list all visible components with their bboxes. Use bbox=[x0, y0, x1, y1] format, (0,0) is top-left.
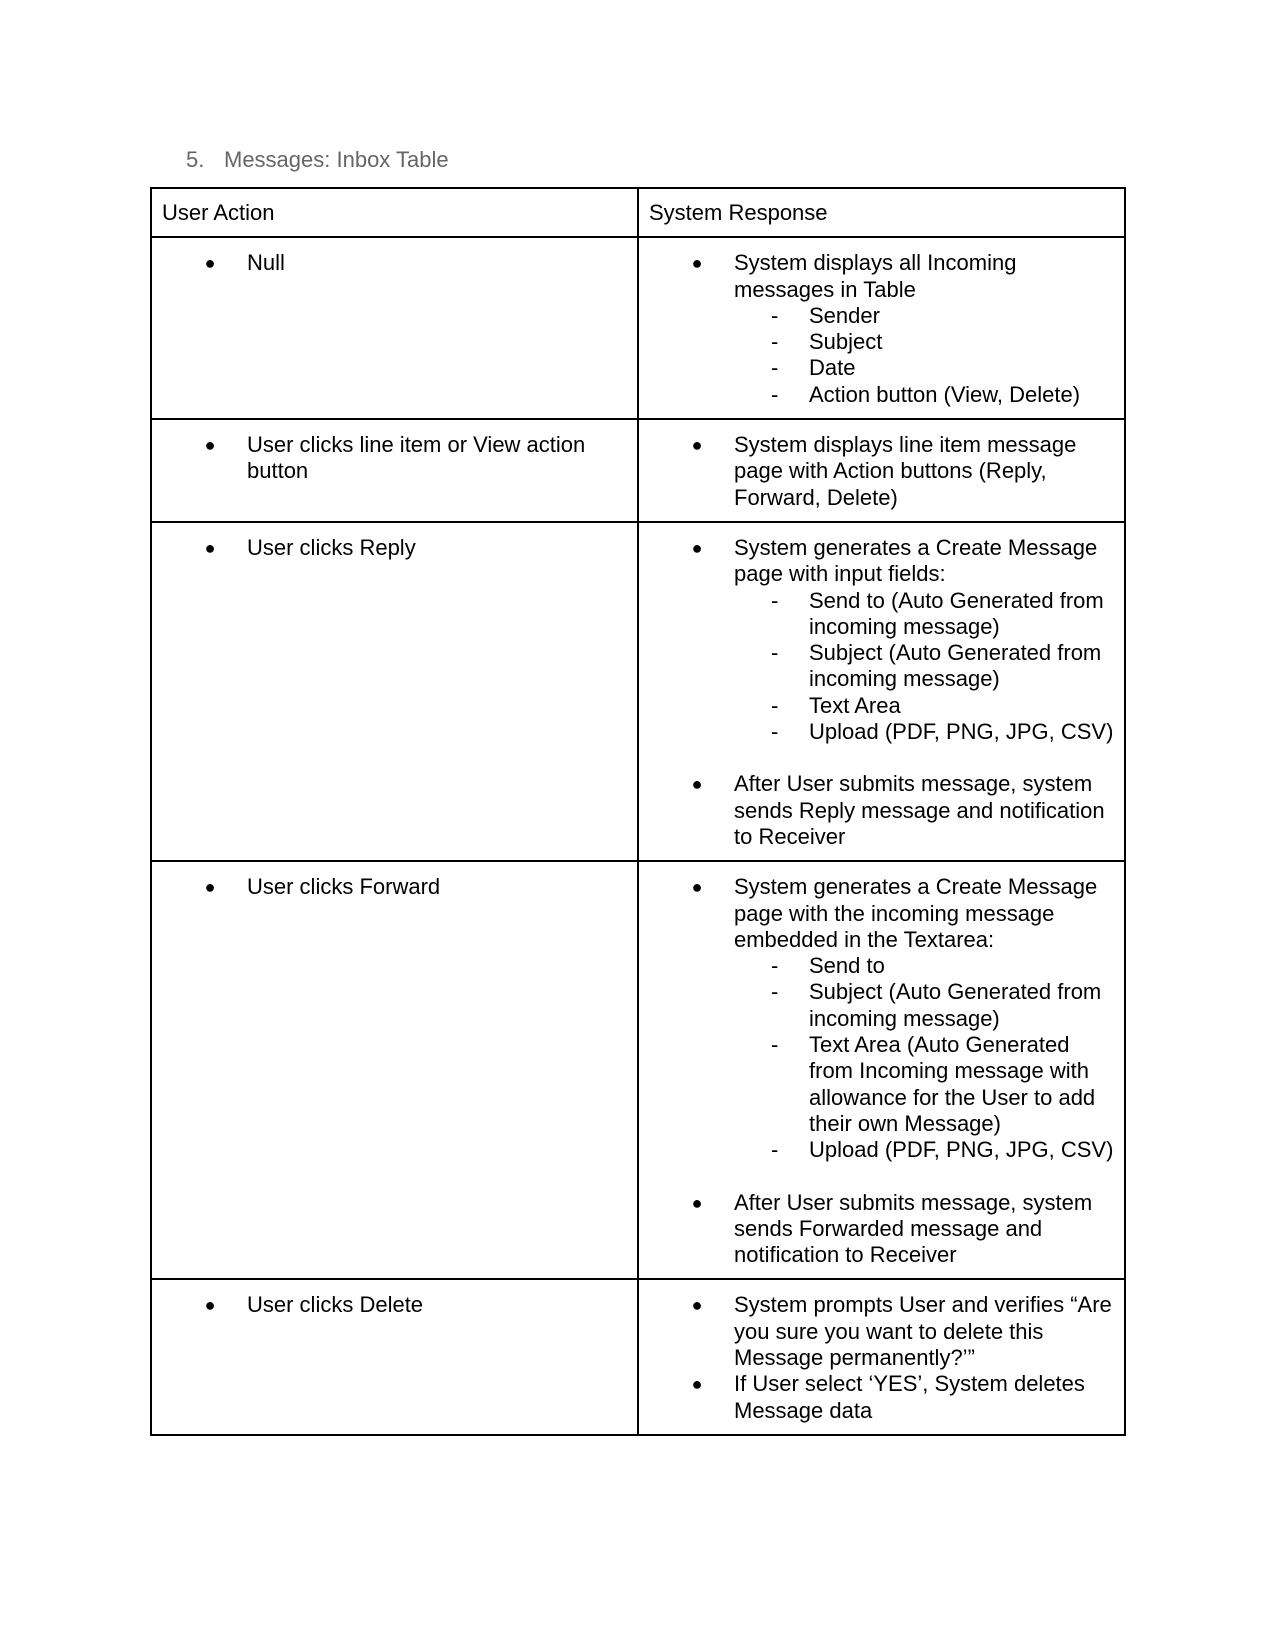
list-item bbox=[649, 771, 1114, 850]
bullet-icon: ● bbox=[204, 435, 216, 456]
dash-icon: - bbox=[771, 719, 779, 745]
list-item bbox=[649, 874, 1114, 1163]
sub-list-item: - Subject bbox=[771, 329, 883, 355]
list-item bbox=[162, 1292, 627, 1318]
response-text: System displays line item message page with Action buttons (Reply, Forward, Delete) bbox=[734, 432, 1077, 510]
bullet-icon: ● bbox=[204, 1295, 216, 1316]
table-row bbox=[151, 1279, 1125, 1434]
user-action-cell bbox=[151, 1279, 638, 1434]
header-system-response: System Response bbox=[638, 188, 1125, 237]
dash-icon: - bbox=[771, 355, 779, 381]
dash-icon: - bbox=[771, 381, 779, 407]
dash-icon: - bbox=[771, 1032, 779, 1058]
sub-list-item: - Upload (PDF, PNG, JPG, CSV) bbox=[771, 719, 1114, 745]
system-response-cell bbox=[638, 1279, 1125, 1434]
bullet-icon: ● bbox=[204, 537, 216, 558]
system-response-cell bbox=[638, 419, 1125, 522]
response-text: System generates a Create Message page with the incoming message embedded in the Textarea: bbox=[734, 874, 1098, 952]
list-item bbox=[649, 1371, 1114, 1424]
bullet-icon: ● bbox=[204, 253, 216, 274]
bullet-icon: ● bbox=[691, 435, 703, 456]
sub-list-item: - Date bbox=[771, 355, 856, 381]
response-text: After User submits message, system sends Reply message and notification to Receiver bbox=[734, 771, 1105, 849]
list-item bbox=[162, 250, 627, 276]
response-text: If User select ‘YES’, System deletes Message data bbox=[734, 1371, 1085, 1423]
user-action-cell bbox=[151, 419, 638, 522]
table-row bbox=[151, 522, 1125, 861]
dash-icon: - bbox=[771, 329, 779, 355]
response-text: System displays all Incoming messages in Table bbox=[734, 250, 1017, 302]
bullet-icon: ● bbox=[691, 774, 703, 795]
dash-icon: - bbox=[771, 1137, 779, 1163]
list-item bbox=[162, 535, 627, 561]
system-response-cell bbox=[638, 861, 1125, 1279]
bullet-icon: ● bbox=[691, 1374, 703, 1395]
bullet-icon: ● bbox=[204, 877, 216, 898]
list-item bbox=[649, 432, 1114, 511]
table-row bbox=[151, 861, 1125, 1279]
action-text: Null bbox=[247, 250, 285, 276]
sub-list-item: - Sender bbox=[771, 302, 880, 328]
user-action-cell bbox=[151, 237, 638, 419]
list-item bbox=[162, 874, 627, 900]
sub-list-item: - Action button (View, Delete) bbox=[771, 381, 1081, 407]
bullet-icon: ● bbox=[691, 537, 703, 558]
dash-icon: - bbox=[771, 979, 779, 1005]
dash-icon: - bbox=[771, 302, 779, 328]
section-heading bbox=[186, 146, 449, 174]
system-response-cell bbox=[638, 237, 1125, 419]
sub-list-item: - Subject (Auto Generated from incoming message) bbox=[771, 640, 1102, 692]
action-text: User clicks Forward bbox=[247, 874, 441, 900]
sub-list-item: - Text Area (Auto Generated from Incoming message with allowance for the User to add their own Message) bbox=[771, 1032, 1096, 1136]
bullet-icon: ● bbox=[691, 877, 703, 898]
section-title: Messages: Inbox Table bbox=[224, 147, 449, 172]
list-item bbox=[162, 432, 627, 485]
system-response-cell bbox=[638, 522, 1125, 861]
list-item bbox=[649, 1190, 1114, 1269]
response-text: System prompts User and verifies “Are you sure you want to delete this Message permanently?’” bbox=[734, 1292, 1112, 1370]
list-item bbox=[649, 535, 1114, 745]
sub-list-item: - Subject (Auto Generated from incoming message) bbox=[771, 979, 1102, 1031]
action-text: User clicks line item or View action button bbox=[247, 432, 586, 484]
dash-icon: - bbox=[771, 587, 779, 613]
list-item bbox=[649, 1292, 1114, 1371]
action-text: User clicks Reply bbox=[247, 534, 416, 560]
sub-list-item: - Upload (PDF, PNG, JPG, CSV) bbox=[771, 1137, 1114, 1163]
action-text: User clicks Delete bbox=[247, 1292, 424, 1318]
sub-list-item: - Send to (Auto Generated from incoming message) bbox=[771, 587, 1104, 639]
list-item bbox=[649, 250, 1114, 408]
user-action-cell bbox=[151, 861, 638, 1279]
dash-icon: - bbox=[771, 640, 779, 666]
bullet-icon: ● bbox=[691, 1295, 703, 1316]
response-text: System generates a Create Message page with input fields: bbox=[734, 534, 1098, 587]
user-action-cell bbox=[151, 522, 638, 861]
sub-list-item: - Send to bbox=[771, 953, 885, 979]
table-row bbox=[151, 419, 1125, 522]
inbox-spec-table bbox=[150, 187, 1126, 1436]
response-text: After User submits message, system sends Forwarded message and notification to Receiver bbox=[734, 1189, 1093, 1268]
header-user-action: User Action bbox=[151, 188, 638, 237]
dash-icon: - bbox=[771, 692, 779, 718]
table-header-row bbox=[151, 188, 1125, 237]
bullet-icon: ● bbox=[691, 1192, 703, 1213]
table-row bbox=[151, 237, 1125, 419]
sub-list-item: - Text Area bbox=[771, 692, 901, 718]
section-number: 5. bbox=[186, 147, 205, 172]
bullet-icon: ● bbox=[691, 253, 703, 274]
dash-icon: - bbox=[771, 953, 779, 979]
